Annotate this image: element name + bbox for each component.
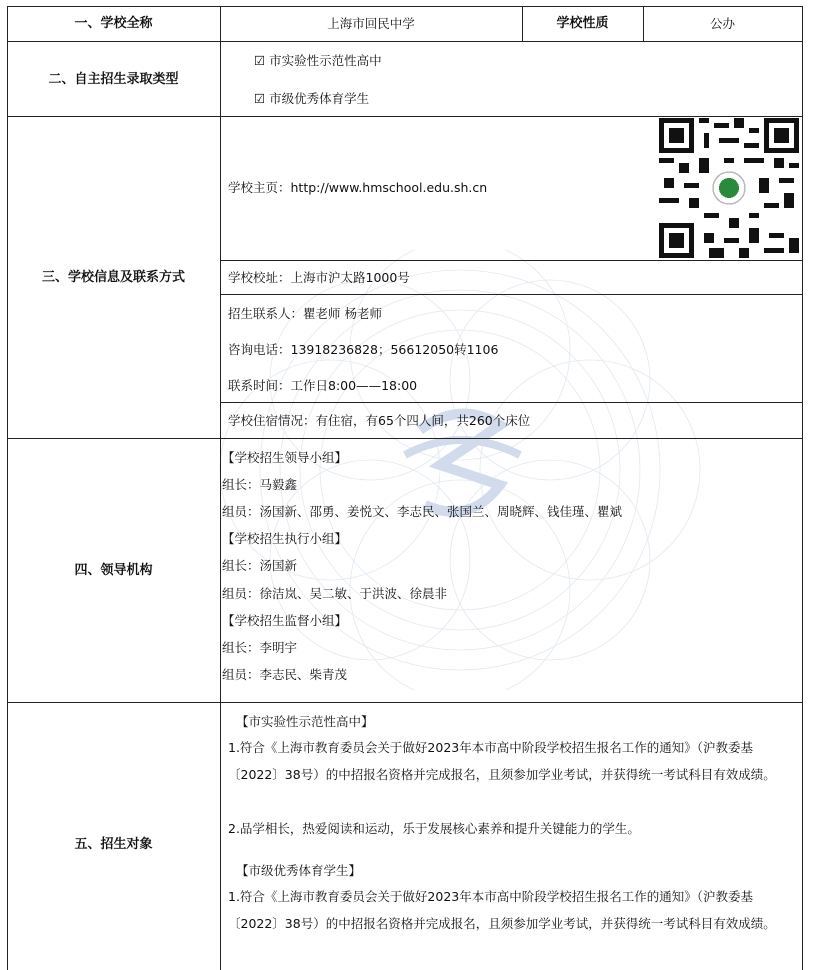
qr-code-icon xyxy=(659,118,799,258)
row-sep-2 xyxy=(7,116,803,117)
section-title: 【市实验性示范性高中】 xyxy=(236,714,374,729)
org-line: 组员：徐洁岚、吴二敏、于洪波、徐晨非 xyxy=(222,586,448,601)
label-column-divider xyxy=(220,6,221,970)
org-line: 组长：马毅鑫 xyxy=(222,477,298,492)
row5-label: 五、招生对象 xyxy=(74,837,153,852)
org-line: 【学校招生领导小组】 xyxy=(222,450,348,465)
org-line: 组长：汤国新 xyxy=(222,558,298,573)
contact-hours: 联系时间：工作日8:00——18:00 xyxy=(228,378,418,393)
org-line: 组员：李志民、柴青茂 xyxy=(222,667,348,682)
row3-sep-a xyxy=(220,260,803,261)
school-homepage[interactable]: 学校主页：http://www.hmschool.edu.sh.cn xyxy=(228,180,488,195)
requirement-paragraph: 1.符合《上海市教育委员会关于做好2023年本市高中阶段学校招生报名工作的通知》（沪教委基〔2022〕38号）的中招报名资格并完成报名，且须参加学业考试，并获得统一考试科目有效成绩。 xyxy=(228,889,776,931)
requirement-paragraph: 1.符合《上海市教育委员会关于做好2023年本市高中阶段学校招生报名工作的通知》（沪教委基〔2022〕38号）的中招报名资格并完成报名，且须参加学业考试，并获得统一考试科目有效成绩。 xyxy=(228,740,776,782)
admission-type-option[interactable]: ☑ 市实验性示范性高中 xyxy=(254,53,382,68)
row-sep-4 xyxy=(7,702,803,703)
school-type-label: 学校性质 xyxy=(556,16,609,31)
row2-label: 二、自主招生录取类型 xyxy=(48,72,179,87)
row1-label: 一、学校全称 xyxy=(74,16,153,31)
row-sep-3 xyxy=(7,438,803,439)
school-name: 上海市回民中学 xyxy=(327,16,415,31)
row3-label: 三、学校信息及联系方式 xyxy=(41,270,185,285)
org-line: 【学校招生执行小组】 xyxy=(222,531,348,546)
row3-sep-b xyxy=(220,294,803,295)
row3-sep-c xyxy=(220,402,803,403)
org-line: 组长：李明宇 xyxy=(222,640,298,655)
admission-type-option[interactable]: ☑ 市级优秀体育学生 xyxy=(254,91,370,106)
admission-contact: 招生联系人：瞿老师 杨老师 xyxy=(228,306,382,321)
phone-number: 咨询电话：13918236828；56612050转1106 xyxy=(228,342,499,357)
school-address: 学校校址：上海市沪太路1000号 xyxy=(228,270,410,285)
row-sep-1 xyxy=(7,41,803,42)
row4-label: 四、领导机构 xyxy=(74,563,153,578)
org-line: 组员：汤国新、邵勇、姜悦文、李志民、张国兰、周晓辉、钱佳瑾、瞿斌 xyxy=(222,504,623,519)
table-border-right xyxy=(802,6,803,970)
org-line: 【学校招生监督小组】 xyxy=(222,613,348,628)
dorm-info: 学校住宿情况：有住宿，有65个四人间，共260个床位 xyxy=(228,413,531,428)
school-type-value: 公办 xyxy=(709,16,735,31)
section-title: 【市级优秀体育学生】 xyxy=(236,863,362,878)
border-top xyxy=(7,6,803,7)
table-border-left xyxy=(7,6,8,970)
requirement-paragraph: 2.品学相长，热爱阅读和运动，乐于发展核心素养和提升关键能力的学生。 xyxy=(228,821,640,836)
